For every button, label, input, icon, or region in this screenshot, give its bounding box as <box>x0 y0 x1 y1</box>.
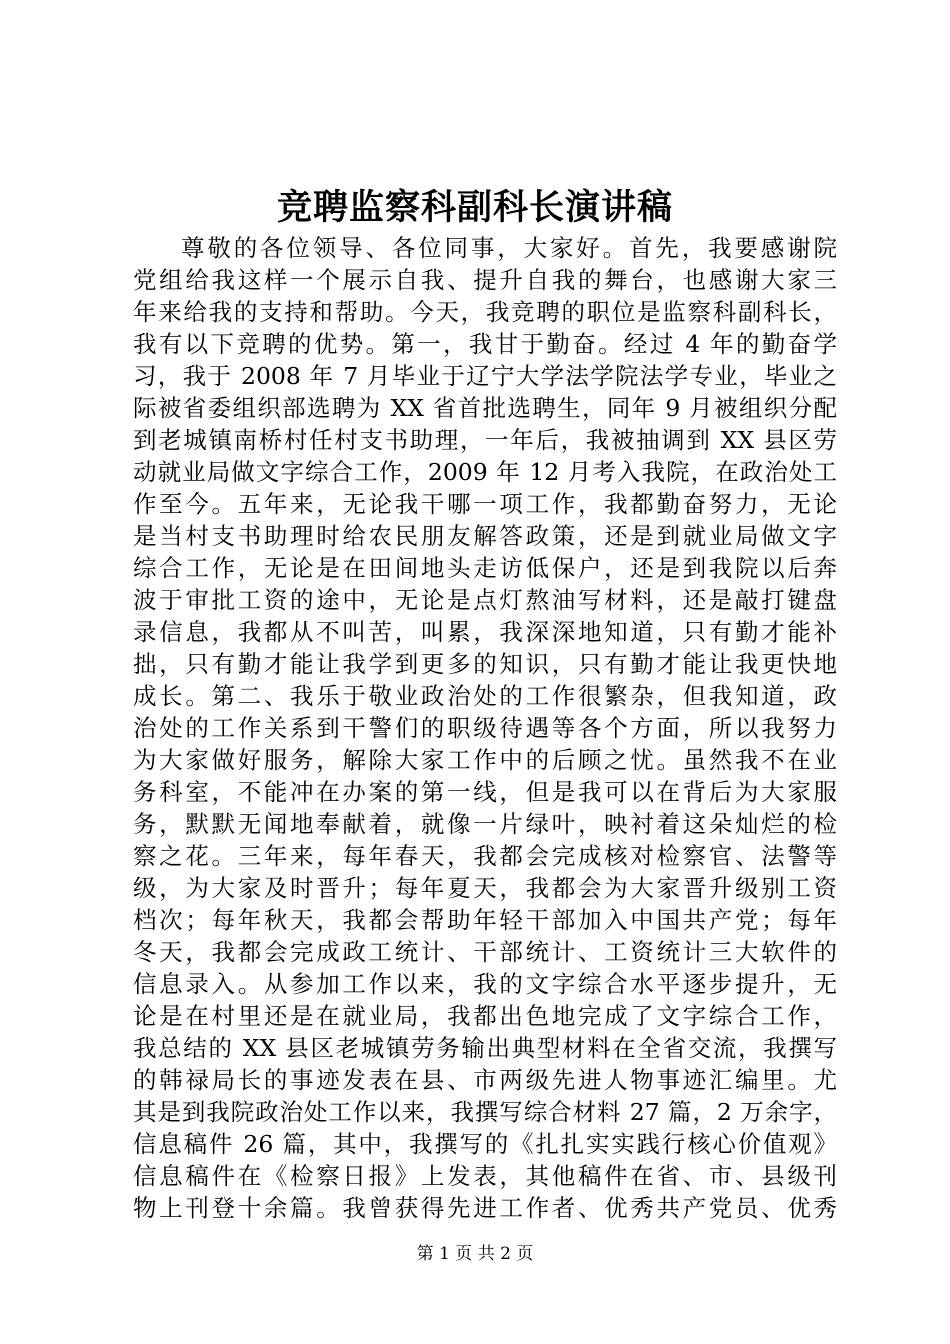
body-line: 波于审批工资的途中，无论是点灯熬油写材料，还是敲打键盘 <box>133 586 837 614</box>
body-line: 成长。第二、我乐于敬业政治处的工作很繁杂，但我知道，政 <box>133 682 837 710</box>
body-line: 务科室，不能冲在办案的第一线，但是我可以在背后为大家服 <box>133 778 837 806</box>
body-line: 尊敬的各位领导、各位同事，大家好。首先，我要感谢院 <box>181 234 837 262</box>
body-line: 论是在村里还是在就业局，我都出色地完成了文字综合工作， <box>133 1002 837 1030</box>
body-line: 治处的工作关系到干警们的职级待遇等各个方面，所以我努力 <box>133 714 837 742</box>
body-line: 级，为大家及时晋升；每年夏天，我都会为大家晋升级别工资 <box>133 874 837 902</box>
body-line: 档次；每年秋天，我都会帮助年轻干部加入中国共产党；每年 <box>133 906 837 934</box>
body-line: 务，默默无闻地奉献着，就像一片绿叶，映衬着这朵灿烂的检 <box>133 810 837 838</box>
page-title: 竞聘监察科副科长演讲稿 <box>276 187 673 228</box>
body-line: 习，我于 2008 年 7 月毕业于辽宁大学法学院法学专业，毕业之 <box>133 362 837 390</box>
body-line: 作至今。五年来，无论我干哪一项工作，我都勤奋努力，无论 <box>133 490 837 518</box>
body-line: 为大家做好服务，解除大家工作中的后顾之忧。虽然我不在业 <box>133 746 837 774</box>
body-line: 年来给我的支持和帮助。今天，我竞聘的职位是监察科副科长， <box>133 298 837 326</box>
page-footer: 第 1 页 共 2 页 <box>416 1244 534 1264</box>
body-line: 信息录入。从参加工作以来，我的文字综合水平逐步提升，无 <box>133 970 837 998</box>
body-line: 冬天，我都会完成政工统计、干部统计、工资统计三大软件的 <box>133 938 837 966</box>
body-line: 的韩禄局长的事迹发表在县、市两级先进人物事迹汇编里。尤 <box>133 1066 837 1094</box>
body-line: 动就业局做文字综合工作，2009 年 12 月考入我院，在政治处工 <box>133 458 837 486</box>
body-line: 拙，只有勤才能让我学到更多的知识，只有勤才能让我更快地 <box>133 650 837 678</box>
body-line: 党组给我这样一个展示自我、提升自我的舞台，也感谢大家三 <box>133 266 837 294</box>
body-line: 物上刊登十余篇。我曾获得先进工作者、优秀共产党员、优秀 <box>133 1194 837 1222</box>
body-line: 其是到我院政治处工作以来，我撰写综合材料 27 篇，2 万余字， <box>133 1098 837 1126</box>
body-line: 信息稿件 26 篇，其中，我撰写的《扎扎实实践行核心价值观》 <box>133 1130 837 1158</box>
body-line: 察之花。三年来，每年春天，我都会完成核对检察官、法警等 <box>133 842 837 870</box>
body-line: 我总结的 XX 县区老城镇劳务输出典型材料在全省交流，我撰写 <box>133 1034 837 1062</box>
body-line: 综合工作，无论是在田间地头走访低保户，还是到我院以后奔 <box>133 554 837 582</box>
body-line: 录信息，我都从不叫苦，叫累，我深深地知道，只有勤才能补 <box>133 618 837 646</box>
body-line: 信息稿件在《检察日报》上发表，其他稿件在省、市、县级刊 <box>133 1162 837 1190</box>
body-line: 我有以下竞聘的优势。第一，我甘于勤奋。经过 4 年的勤奋学 <box>133 330 837 358</box>
body-line: 是当村支书助理时给农民朋友解答政策，还是到就业局做文字 <box>133 522 837 550</box>
body-line: 到老城镇南桥村任村支书助理，一年后，我被抽调到 XX 县区劳 <box>133 426 837 454</box>
body-line: 际被省委组织部选聘为 XX 省首批选聘生，同年 9 月被组织分配 <box>133 394 837 422</box>
